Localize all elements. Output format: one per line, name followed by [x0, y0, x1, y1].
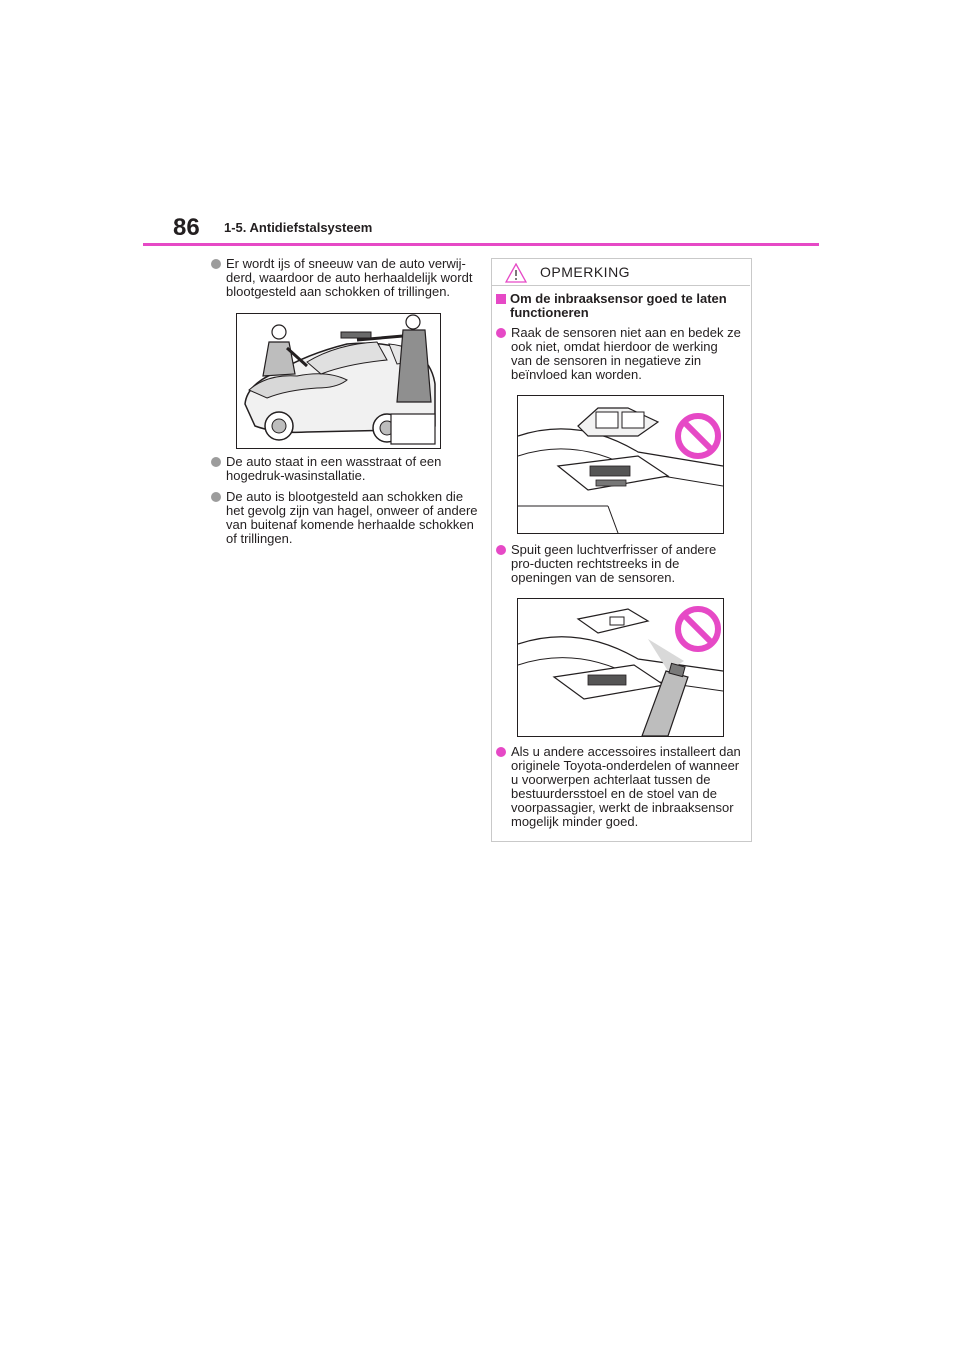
notice-subheading: [496, 292, 735, 320]
bullet-text: De auto is blootgesteld aan schokken die het gevolg zijn van hagel, onweer of andere van buitenaf komende herhaalde schokken of trillingen.: [226, 489, 478, 546]
bullet-text: Raak de sensoren niet aan en bedek ze ook niet, omdat hierdoor de werking van de sensoren in negatieve zin beïnvloed kan worden.: [511, 325, 741, 382]
snow-removal-illustration: [236, 313, 441, 449]
bullet-text: Als u andere accessoires installeert dan originele Toyota-onderdelen of wanneer u voorwerpen achterlaat tussen de bestuurdersstoel en de stoel van de voorpassagier, werkt de inbraaksensor mogelijk minder goed.: [511, 744, 741, 829]
bullet-text: Spuit geen luchtverfrisser of andere pro-ducten rechtstreeks in de openingen van de sensoren.: [511, 542, 717, 585]
notice-bullet-no-spray: [496, 543, 741, 585]
spray-illustration: [517, 598, 724, 737]
notice-bullet-accessories: [496, 745, 741, 829]
notice-bullet-do-not-touch: [496, 326, 741, 382]
bullet-ice-snow: [211, 257, 481, 299]
bullet-dot-icon: [211, 492, 221, 502]
bullet-car-wash: [211, 455, 481, 483]
bullet-dot-icon: [496, 545, 506, 555]
bullet-hail-shocks: [211, 490, 481, 546]
bullet-text: Er wordt ijs of sneeuw van de auto verwij-derd, waardoor de auto herhaaldelijk wordt blootgesteld aan schokken of trillingen.: [226, 256, 473, 299]
sensor-cover-illustration: [517, 395, 724, 534]
bullet-dot-icon: [496, 747, 506, 757]
section-title: 1-5. Antidiefstalsysteem: [224, 220, 373, 235]
subheading-text: Om de inbraaksensor goed te laten functioneren: [510, 291, 727, 320]
bullet-dot-icon: [211, 457, 221, 467]
header-divider: [143, 243, 819, 246]
warning-triangle-icon: [505, 263, 527, 283]
page-number: 86: [173, 214, 200, 241]
square-bullet-icon: [496, 294, 506, 304]
bullet-dot-icon: [211, 259, 221, 269]
bullet-text: De auto staat in een wasstraat of een hogedruk-wasinstallatie.: [226, 454, 442, 483]
notice-title: OPMERKING: [540, 264, 631, 280]
bullet-dot-icon: [496, 328, 506, 338]
